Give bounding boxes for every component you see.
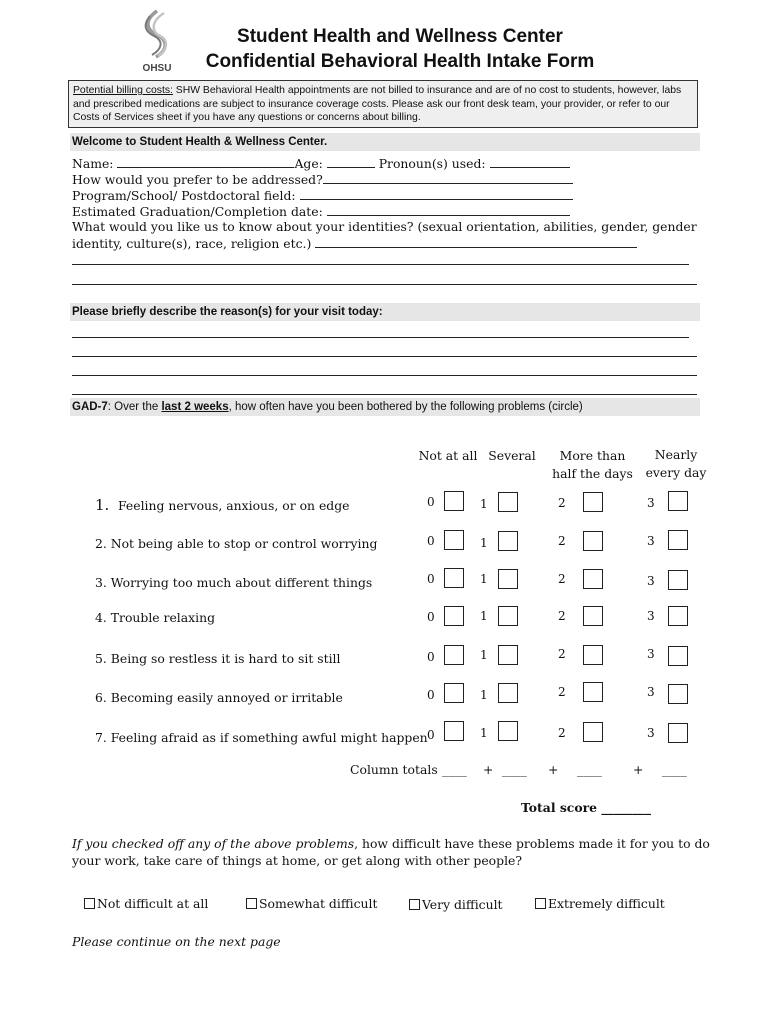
score-label-3: 3 (647, 685, 655, 699)
identity-field[interactable] (315, 235, 637, 248)
score-label-2: 2 (558, 609, 566, 623)
reason-heading: Please briefly describe the reason(s) for your visit today: (70, 303, 700, 321)
item-1-half-days-checkbox[interactable] (583, 492, 603, 512)
score-label-1: 1 (480, 609, 488, 623)
item-6-not-at-all-checkbox[interactable] (444, 683, 464, 703)
column-header-nearly-line2: every day (645, 465, 707, 480)
plus-sign: + (483, 762, 494, 777)
item-5-nearly-every-day-checkbox[interactable] (668, 646, 688, 666)
pronoun-field[interactable] (490, 155, 570, 168)
title-line-2: Confidential Behavioral Health Intake Form (205, 51, 595, 72)
gad7-mid: : Over the (107, 401, 162, 413)
item-4-half-days-checkbox[interactable] (583, 606, 603, 626)
score-label-2: 2 (558, 726, 566, 740)
item-5-not-at-all-checkbox[interactable] (444, 645, 464, 665)
identity-question-line-1: What would you like us to know about your identities? (sexual orientation, abilities, gender, gender (72, 219, 697, 234)
score-label-3: 3 (647, 726, 655, 740)
item-2-not-at-all-checkbox[interactable] (444, 530, 464, 550)
score-label-3: 3 (647, 534, 655, 548)
difficulty-question-italic: If you checked off any of the above problems (72, 836, 355, 851)
gad7-item-1-text: Feeling nervous, anxious, or on edge (118, 498, 350, 513)
score-label-0: 0 (427, 650, 435, 664)
item-7-not-at-all-checkbox[interactable] (444, 721, 464, 741)
score-label-0: 0 (427, 610, 435, 624)
score-label-2: 2 (558, 572, 566, 586)
option-somewhat-difficult-label: Somewhat difficult (259, 896, 378, 911)
column-total-half-days[interactable]: ____ (577, 762, 602, 777)
item-4-several-checkbox[interactable] (498, 606, 518, 626)
score-label-2: 2 (558, 685, 566, 699)
column-totals-label: Column totals (350, 762, 438, 777)
name-age-pronoun-row (72, 155, 570, 171)
item-1-nearly-every-day-checkbox[interactable] (668, 491, 688, 511)
gad7-item-3: 3. Worrying too much about different things (95, 575, 373, 590)
score-label-0: 0 (427, 495, 435, 509)
billing-label: Potential billing costs: (73, 85, 173, 96)
column-header-nearly-every-day (640, 446, 712, 482)
gad7-item-5: 5. Being so restless it is hard to sit still (95, 651, 341, 666)
column-header-several (482, 447, 542, 465)
identity-label: identity, culture(s), race, religion etc.) (72, 236, 316, 251)
difficulty-question-line-2: your work, take care of things at home, or get along with other people? (72, 853, 523, 868)
graduation-label: Estimated Graduation/Completion date: (72, 204, 327, 219)
score-label-1: 1 (480, 688, 488, 702)
identity-answer-line-2[interactable] (72, 284, 697, 285)
reason-answer-line-1[interactable] (72, 337, 689, 338)
column-total-several[interactable]: ____ (502, 762, 527, 777)
gad7-item-7: 7. Feeling afraid as if something awful might happen (95, 730, 428, 745)
pronoun-label: Pronoun(s) used: (374, 156, 490, 171)
graduation-field[interactable] (327, 203, 570, 216)
plus-sign: + (548, 762, 559, 777)
score-label-1: 1 (480, 497, 488, 511)
total-score-label: Total score (521, 800, 602, 815)
program-row (72, 187, 573, 203)
score-label-3: 3 (647, 609, 655, 623)
billing-notice (68, 80, 698, 128)
score-label-3: 3 (647, 574, 655, 588)
item-7-nearly-every-day-checkbox[interactable] (668, 723, 688, 743)
score-label-2: 2 (558, 647, 566, 661)
age-field[interactable] (327, 155, 375, 168)
item-2-half-days-checkbox[interactable] (583, 531, 603, 551)
option-very-difficult-checkbox[interactable] (409, 899, 420, 910)
column-header-half-days (545, 447, 640, 483)
column-header-not-at-all (412, 447, 484, 465)
item-6-nearly-every-day-checkbox[interactable] (668, 684, 688, 704)
score-label-1: 1 (480, 648, 488, 662)
identity-answer-line-1[interactable] (72, 264, 689, 265)
column-header-not-at-all-label: Not at all (418, 448, 478, 463)
total-score-field[interactable]: ________ (601, 800, 651, 815)
score-label-2: 2 (558, 496, 566, 510)
identity-row (72, 235, 637, 251)
item-6-half-days-checkbox[interactable] (583, 682, 603, 702)
reason-answer-line-3[interactable] (72, 375, 697, 376)
score-label-1: 1 (480, 572, 488, 586)
item-3-half-days-checkbox[interactable] (583, 569, 603, 589)
score-label-1: 1 (480, 536, 488, 550)
plus-sign: + (633, 762, 644, 777)
score-label-3: 3 (647, 647, 655, 661)
item-1-several-checkbox[interactable] (498, 492, 518, 512)
billing-text: SHW Behavioral Health appointments are not billed to insurance and are of no cost to students, however, labs and prescribed medications are subject to insurance coverage costs. Please ask our front desk team, your provider, or refer to our Costs of Services sheet if you have any questions or concerns about billing. (73, 85, 682, 124)
item-3-several-checkbox[interactable] (498, 569, 518, 589)
score-label-2: 2 (558, 534, 566, 548)
option-extremely-difficult-checkbox[interactable] (535, 898, 546, 909)
item-4-nearly-every-day-checkbox[interactable] (668, 606, 688, 626)
reason-answer-line-2[interactable] (72, 356, 697, 357)
gad7-suffix: , how often have you been bothered by the following problems (circle) (228, 401, 583, 413)
gad7-item-4: 4. Trouble relaxing (95, 610, 216, 625)
column-totals-row (350, 762, 438, 777)
item-5-half-days-checkbox[interactable] (583, 645, 603, 665)
score-label-3: 3 (647, 496, 655, 510)
option-extremely-difficult[interactable] (535, 896, 665, 911)
column-header-half-days-line2: half the days (552, 466, 633, 481)
item-3-nearly-every-day-checkbox[interactable] (668, 570, 688, 590)
gad7-item-6: 6. Becoming easily annoyed or irritable (95, 690, 343, 705)
score-label-0: 0 (427, 728, 435, 742)
age-label: Age: (294, 156, 327, 171)
gad7-prefix: GAD-7 (72, 401, 108, 413)
title-line-1: Student Health and Wellness Center (237, 26, 563, 47)
welcome-heading: Welcome to Student Health & Wellness Center. (70, 133, 700, 151)
gad7-emphasis: last 2 weeks (161, 401, 229, 413)
score-label-0: 0 (427, 688, 435, 702)
total-score-row (521, 800, 651, 815)
addressed-label: How would you prefer to be addressed? (72, 172, 323, 187)
graduation-row (72, 203, 570, 219)
option-not-difficult-label: Not difficult at all (97, 896, 209, 911)
option-somewhat-difficult-checkbox[interactable] (246, 898, 257, 909)
program-field[interactable] (300, 187, 573, 200)
addressed-field[interactable] (323, 171, 573, 184)
gad7-item-1 (95, 496, 350, 514)
reason-answer-line-4[interactable] (72, 394, 697, 395)
option-extremely-difficult-label: Extremely difficult (548, 896, 665, 911)
item-4-not-at-all-checkbox[interactable] (444, 606, 464, 626)
score-label-0: 0 (427, 534, 435, 548)
item-5-several-checkbox[interactable] (498, 645, 518, 665)
column-total-not-at-all[interactable]: ____ (442, 762, 467, 777)
item-1-not-at-all-checkbox[interactable] (444, 491, 464, 511)
column-header-several-label: Several (488, 448, 536, 463)
score-label-0: 0 (427, 572, 435, 586)
name-field[interactable] (117, 155, 294, 168)
item-2-several-checkbox[interactable] (498, 531, 518, 551)
column-header-half-days-line1: More than (559, 448, 626, 463)
item-2-nearly-every-day-checkbox[interactable] (668, 530, 688, 550)
form-title (140, 24, 660, 74)
score-label-1: 1 (480, 726, 488, 740)
option-very-difficult[interactable] (409, 897, 503, 912)
difficulty-question-line-1 (72, 836, 710, 851)
continue-note: Please continue on the next page (72, 934, 281, 949)
item-7-several-checkbox[interactable] (498, 721, 518, 741)
option-very-difficult-label: Very difficult (422, 897, 503, 912)
program-label: Program/School/ Postdoctoral field: (72, 188, 300, 203)
option-not-difficult-checkbox[interactable] (84, 898, 95, 909)
option-somewhat-difficult[interactable] (246, 896, 377, 911)
gad7-heading (70, 398, 700, 416)
item-3-not-at-all-checkbox[interactable] (444, 568, 464, 588)
column-total-nearly-every-day[interactable]: ____ (662, 762, 687, 777)
column-header-nearly-line1: Nearly (654, 447, 698, 462)
gad7-item-2: 2. Not being able to stop or control worrying (95, 536, 378, 551)
name-label: Name: (72, 156, 118, 171)
gad7-item-1-number: 1. (95, 496, 110, 514)
option-not-difficult[interactable] (84, 896, 208, 911)
ohsu-logo-text: OHSU (142, 63, 172, 74)
addressed-row (72, 171, 573, 187)
item-7-half-days-checkbox[interactable] (583, 722, 603, 742)
difficulty-question-rest: , how difficult have these problems made it for you to do (354, 836, 710, 851)
item-6-several-checkbox[interactable] (498, 683, 518, 703)
